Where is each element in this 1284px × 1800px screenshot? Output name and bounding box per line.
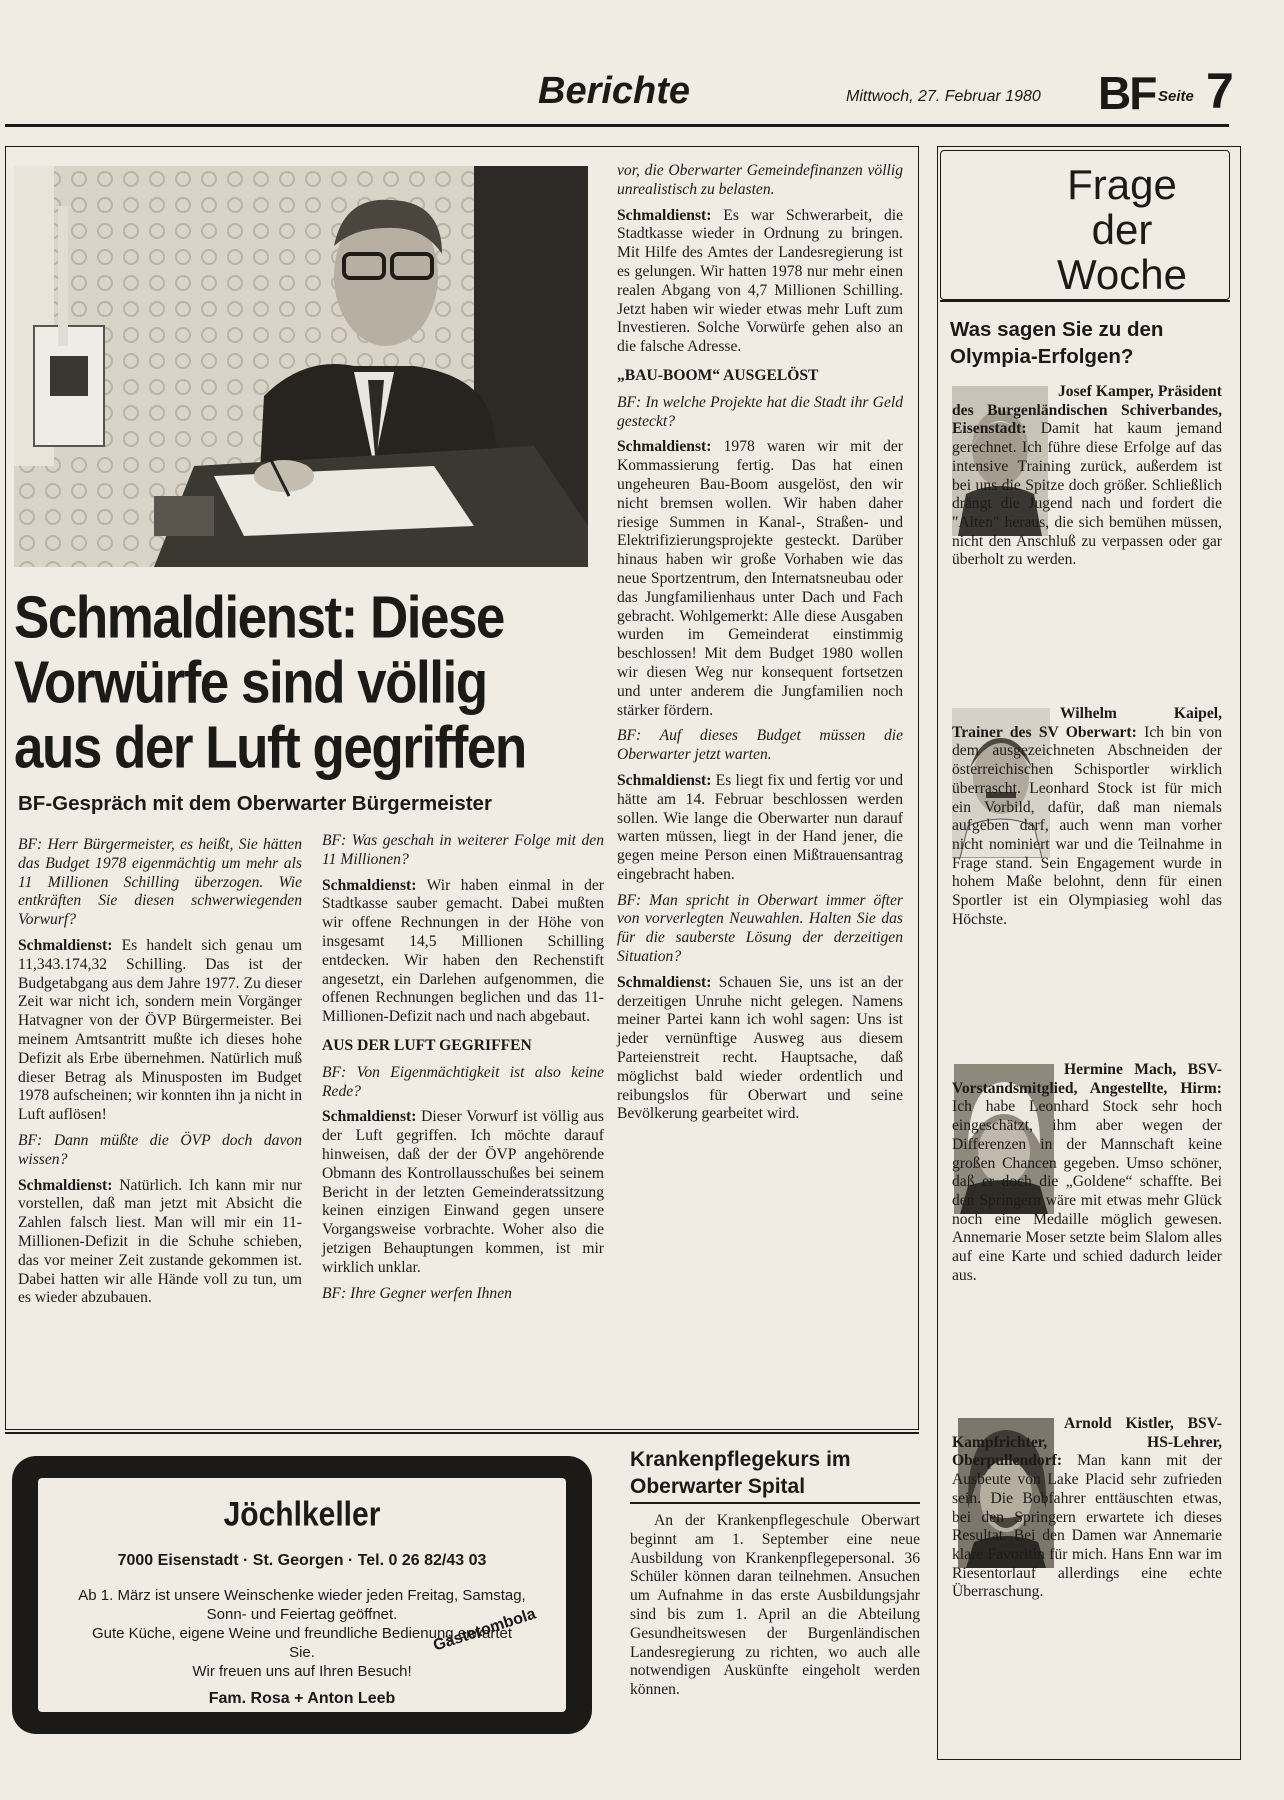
respondent-name: Josef Kamper, Präsident des Burgenländischen Schiverbandes, Eisenstadt: [952,383,1222,438]
speaker-label: Schmaldienst: [617,438,712,456]
respondent-name: Arnold Kistler, BSV-Kampfrichter, HS-Lehrer, Oberpullendorf: [952,1415,1222,1470]
nursing-headline-rule [630,1502,920,1504]
ad-business-name: Jöchlkeller [223,1495,381,1534]
headline-line-3: aus der Luft gegriffen [14,714,526,781]
interview-answer [617,438,903,720]
interview-question: BF: Ihre Gegner werfen Ihnen [322,1284,512,1302]
response-text: Ich habe Leonhard Stock sehr hoch eingeschätzt, ihm aber wegen der Differenzen in der Mannschaft keine großen Chancen gegeben. Umso schöner, daß er doch die „Goldene“ schaffte. Bei den Springern wäre mit etwas mehr Glück noch eine Medaille möglich gewesen. Annemarie Moser setzte beim Slalom alles auf eine Karte und schied dadurch leider aus. [952,1098,1222,1284]
sidebar-entry-text [952,705,1222,929]
sidebar-question: Was sagen Sie zu den Olympia-Erfolgen? [950,318,1164,368]
title-word-2: der [1091,206,1153,253]
answer-text: Es liegt fix und fertig vor und hätte am 14. Februar beschlossen werden sollen. Wie lange die Oberwarter nun darauf warten müssen, liegt in der Hand jener, die gegen meine Person einen Mißtrauensantrag eingebracht haben. [617,771,903,883]
nursing-course-text [630,1512,920,1707]
article-column-1 [18,836,302,1315]
speaker-label: Schmaldienst: [322,1108,417,1126]
speaker-label: Schmaldienst: [18,936,113,954]
section-title: Berichte [538,70,691,112]
mayor-photo-illustration [14,166,588,567]
issue-date: Mittwoch, 27. Februar 1980 [846,88,1041,105]
ad-line: Wir freuen uns auf Ihren Besuch! [192,1663,412,1680]
interview-answer [322,877,604,1027]
ad-line: Ab 1. März ist unsere Weinschenke wieder jeden Freitag, Samstag, Sonn- und Feiertag geöffnet. [78,1587,526,1623]
answer-text: 1978 waren wir mit der Kommassierung fertig. Das hat einen ungeheuren Bau-Boom ausgelöst, den wir nicht bremsen wollen. Wir haben daher riesige Summen in Kanal-, Straßen- und Elektrifizierungsprojekte gesteckt. Darüber hinaus haben wir große Vorhaben wie das neue Sportzentrum, den Internatsneubau oder das Jungfamilienhaus unter Dach und Fach gebracht. Wohlgemerkt: Alle diese Ausgaben wurden im Gemeinderat einstimmig beschlossen! Mit dem Budget 1980 wollen wir diesen Weg nur konsequent fortsetzen und unter anderem die Jungfamilien noch stärker fördern. [617,438,903,719]
interview-answer [322,1108,604,1277]
nursing-paragraph: An der Krankenpflegeschule Oberwart beginnt am 1. September eine neue Ausbildung von Krankenpflegepersonal. 36 Schüler können daran teilnehmen. Ansuchen um Aufnahme in das erste Ausbildungsjahr sind bis zum 1. April an die Abteilung Gesundheitswesen der Burgenländischen Landesregierung zu richten, wo auch alle notwendigen Auskünfte eingeholt werden können. [630,1512,920,1699]
speaker-label: Schmaldienst: [617,771,712,789]
response-text: Ich bin von dem ausgezeichneten Abschneiden der österreichischen Schisportler wirklich überrascht. Leonhard Stock ist für mich ein Vorbild, dafür, daß man niemals aufgeben darf, auch wenn man vorher nicht nominiert war und die Teilnahme in Frage stand. Sein Engagement wurde in hohem Maße belohnt, denn für einen Sportler ist ein Olympiasieg wohl das Höchste. [952,723,1222,928]
interview-question: BF: In welche Projekte hat die Stadt ihr Geld gesteckt? [617,393,903,430]
frage-der-woche-title [1022,162,1222,297]
interview-question: BF: Von Eigenmächtigkeit ist also keine Rede? [322,1063,604,1100]
ad-tombola-badge: Gästetombola [431,1605,538,1655]
interview-question: BF: Was geschah in weiterer Folge mit den 11 Millionen? [322,832,604,868]
headline-line-1: Schmaldienst: Diese [14,584,504,651]
sidebar-entry [952,383,1222,570]
nursing-headline-line-2: Oberwarter Spital [630,1475,806,1498]
answer-text: Natürlich. Ich kann mir nur vorstellen, daß man jetzt mit Absicht die Zahlen falsch liest. Man will mir ein 11-Millionen-Defizit in die Schuhe schieben, das vor meiner Zeit zustande gekommen ist. Dabei hatten wir alle Hände voll zu tun, um es wieder abzubauen. [18,1176,302,1307]
title-word-3: Woche [1057,251,1187,298]
interview-question-continued: vor, die Oberwarter Gemeindefinanzen völlig unrealistisch zu belasten. [617,162,903,198]
sidebar-entry [952,1061,1222,1285]
sidebar-entry-text [952,383,1222,570]
nursing-headline-line-1: Krankenpflegekurs im [630,1448,851,1471]
advertisement-panel [38,1478,566,1712]
speaker-label: Schmaldienst: [18,1176,113,1194]
headline-line-2: Vorwürfe sind völlig [14,649,487,716]
response-text: Man kann mit der Ausbeute von Lake Placid sehr zufrieden sein. Die Bobfahrer enttäuschten etwas, bei den Springern erwartete ich dieses Resultat. Bei den Damen war Annemarie klare Favoritin für mich. Hans Enn war im Riesentorlauf allerdings eine echte Überraschung. [952,1452,1222,1601]
speaker-label: Schmaldienst: [617,206,712,224]
sidebar-entry [952,705,1222,929]
ad-owners: Fam. Rosa + Anton Leeb [208,1690,396,1707]
page-label: Seite [1158,88,1194,105]
interview-answer [617,772,903,885]
section-heading: „BAU-BOOM“ AUSGELÖST [617,366,819,384]
article-subhead: BF-Gespräch mit dem Oberwarter Bürgermeister [18,792,492,815]
sidebar-entry [952,1415,1222,1602]
page-number: 7 [1206,63,1234,119]
answer-text: Dieser Vorwurf ist völlig aus der Luft gegriffen. Ich möchte darauf hinweisen, daß der der ÖVP angehörende Obmann des Kontrollausschußes bei seinem Bericht in der letzten Gemeinderatssitzung keinen einzigen Einwand gegen unsere Vorgangsweise vorbrachte. Woher also die jetzigen Behauptungen kommen, ist mir wirklich unklar. [322,1108,604,1276]
sidebar-title-rule [940,300,1230,302]
answer-text: Schauen Sie, uns ist an der derzeitigen Unruhe nicht gelegen. Namens meiner Partei kann ich wohl sagen: Uns ist jeder vernünftige Ausweg aus diesem Parteienstreit recht. Hauptsache, daß möglichst bald wieder ordentlich und reibungslos für Oberwart und seine Bevölkerung gearbeitet wird. [617,973,903,1123]
sidebar-entry-text [952,1415,1222,1602]
answer-text: Wir haben einmal in der Stadtkasse sauber gemacht. Dabei mußten wir offene Rechnungen in der Höhe von insgesamt 14,5 Millionen Schilling entdecken. Wir haben den Rechenstift angesetzt, ein Darlehen aufgenommen, die offenen Rechnungen beglichen und das 11-Millionen-Defizit nach und nach abgebaut. [322,876,604,1026]
article-column-3 [617,162,903,1131]
nursing-course-headline [630,1446,920,1500]
interview-answer [18,937,302,1125]
title-word-1: Frage [1067,161,1177,208]
ad-address: 7000 Eisenstadt · St. Georgen · Tel. 0 26 82/43 03 [117,1552,487,1569]
article-headline [14,586,604,781]
interview-question: BF: Herr Bürgermeister, es heißt, Sie hätten das Budget 1978 eigenmächtig um mehr als 11 Millionen Schilling überzogen. Wie entkräften Sie diesen schwerwiegenden Vorwurf? [18,836,302,929]
section-heading: AUS DER LUFT GEGRIFFEN [322,1036,532,1054]
newspaper-logo: BF [1098,67,1156,119]
answer-text: Es war Schwerarbeit, die Stadtkasse wieder in Ordnung zu bringen. Mit Hilfe des Amtes der Landesregierung ist es gelungen. Wir hatten 1978 nur mehr einen realen Abgang von 4,7 Millionen Schilling. Jetzt haben wir wieder etwas mehr Luft zum Investieren. Solche Vorwürfe gehen also an die falsche Adresse. [617,206,903,356]
speaker-label: Schmaldienst: [617,973,712,991]
sidebar-entry-text [952,1061,1222,1285]
ad-line: Gute Küche, eigene Weine und freundliche Bedienung erwartet Sie. [91,1625,512,1661]
interview-answer [617,974,903,1124]
interview-answer [18,1177,302,1309]
response-text: Damit hat kaum jemand gerechnet. Ich führe diese Erfolge auf das intensive Training zurück, außerdem ist bei uns die Spitze doch größer. Schließlich drängt die Jugend nach und fordert die "Alten" heraus, die sich bemühen müssen, nicht den Anschluß zu verpassen oder gar überholt zu werden. [952,420,1222,569]
interview-question: BF: Dann müßte die ÖVP doch davon wissen? [18,1131,302,1168]
respondent-name: Hermine Mach, BSV-Vorstandsmitglied, Angestellte, Hirm: [952,1061,1222,1097]
interview-answer [617,207,903,357]
interview-question: BF: Auf dieses Budget müssen die Oberwarter jetzt warten. [617,727,903,764]
speaker-label: Schmaldienst: [322,876,417,894]
answer-text: Es handelt sich genau um 11,343.174,32 Schilling. Das ist der Budgetabgang aus dem Jahre 1977. Zu dieser Zeit war nicht ich, sondern mein Vorgänger Hatvagner von der ÖVP Bürgermeister. Bei meinem Amtsantritt mußte ich dieses hohe Defizit als Erbe übernehmen. Natürlich muß dieser Betrag als Minusposten im Budget 1978 aufscheinen; wir konnten ihn ja nicht in Luft auflösen! [18,936,302,1124]
section-divider [5,1432,919,1434]
header-rule [5,124,1229,127]
respondent-name: Wilhelm Kaipel, Trainer des SV Oberwart: [952,705,1222,741]
article-column-2 [322,832,604,1310]
mayor-photo [14,166,588,567]
interview-question: BF: Man spricht in Oberwart immer öfter von vorverlegten Neuwahlen. Halten Sie das für die sauberste Lösung der derzeitigen Situation? [617,891,903,966]
